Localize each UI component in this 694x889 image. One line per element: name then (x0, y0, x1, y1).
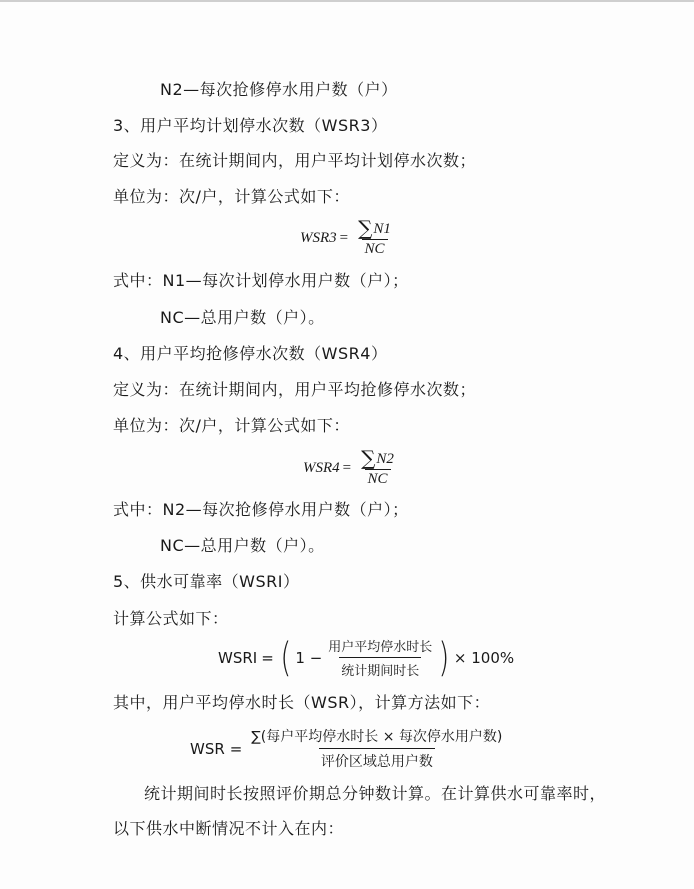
text-line-n2-definition: N2—每次抢修停水用户数（户） (160, 80, 398, 99)
formula-wsr4-lhs: WSR4 (303, 459, 340, 476)
text-line-wsri-formula-intro: 计算公式如下： (113, 609, 229, 628)
formula-wsri-denominator: 统计期间时长 (339, 657, 421, 679)
formula-wsr-lhs: WSR (190, 739, 225, 758)
formula-wsr4-equals: = (342, 459, 352, 476)
formula-wsr4-numerator: N2 (376, 451, 394, 467)
text-paragraph-line-1: 统计期间时长按照评价期总分钟数计算。在计算供水可靠率时， (144, 784, 607, 803)
text-line-n2-definition-2: 式中：N2—每次抢修停水用户数（户）； (113, 500, 409, 519)
text-line-wsr3-unit: 单位为：次/户，计算公式如下： (113, 187, 350, 206)
text-paragraph-line-2: 以下供水中断情况不计入在内： (113, 819, 345, 838)
text-line-nc-definition-2: NC—总用户数（户）。 (160, 536, 325, 555)
formula-wsri-close-paren: ) (438, 634, 450, 681)
formula-wsri-numerator: 用户平均停水时长 (328, 640, 433, 655)
text-line-wsr4-definition: 定义为：在统计期间内，用户平均抢修停水次数； (113, 380, 477, 399)
text-line-n1-definition: 式中：N1—每次计划停水用户数（户）； (113, 271, 409, 290)
section-heading-wsr4: 4、用户平均抢修停水次数（WSR4） (113, 344, 388, 363)
formula-wsr3-fraction (355, 218, 394, 258)
formula-wsr4 (303, 448, 397, 488)
section-heading-wsr3: 3、用户平均计划停水次数（WSR3） (113, 116, 388, 135)
formula-wsr-equals: = (229, 739, 243, 758)
section-heading-wsri: 5、供水可靠率（WSRI） (113, 572, 300, 591)
formula-wsri-open-paren: ( (280, 634, 292, 681)
top-border (0, 0, 694, 2)
formula-wsri (218, 636, 514, 679)
formula-wsr (190, 726, 506, 771)
formula-wsri-lhs: WSRI (218, 648, 258, 667)
formula-wsr3-numerator: N1 (373, 221, 391, 237)
formula-wsr4-denominator: NC (365, 469, 391, 488)
text-line-wsr4-unit: 单位为：次/户，计算公式如下： (113, 416, 350, 435)
formula-wsri-equals: = (261, 648, 274, 667)
text-line-nc-definition-1: NC—总用户数（户）。 (160, 308, 325, 327)
formula-wsri-fraction (326, 636, 434, 679)
formula-wsr-fraction (249, 726, 504, 771)
formula-wsr-denominator: 评价区域总用户数 (319, 748, 435, 771)
formula-wsr3-lhs: WSR3 (300, 229, 337, 246)
formula-wsri-one-minus: 1 − (295, 648, 323, 667)
formula-wsr3-denominator: NC (362, 239, 388, 258)
text-line-wsr3-definition: 定义为：在统计期间内，用户平均计划停水次数； (113, 151, 477, 170)
text-line-wsr-intro: 其中，用户平均停水时长（WSR），计算方法如下： (113, 693, 491, 712)
formula-wsr4-sigma: ∑ (361, 446, 376, 470)
formula-wsri-times-percent: × 100% (453, 648, 515, 667)
formula-wsr4-fraction (358, 448, 397, 488)
formula-wsr3-sigma: ∑ (358, 216, 373, 240)
formula-wsr-numerator: ∑(每户平均停水时长 × 每次停水用户数) (251, 729, 503, 745)
formula-wsr3-equals: = (339, 229, 349, 246)
formula-wsr3 (300, 218, 394, 258)
